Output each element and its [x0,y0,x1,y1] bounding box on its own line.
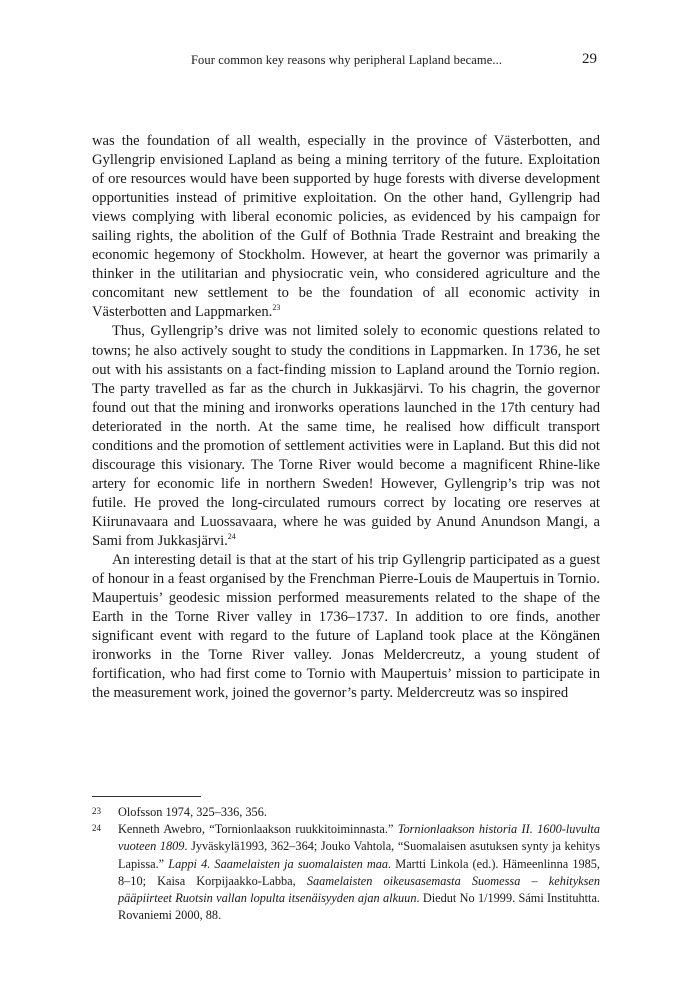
footnote-text-part: Martti Linkola (ed.). Hämeenlinna 1985, 8–10; Kaisa Korpijaakko-Labba, [118,856,600,888]
footnote-ref-24: 24 [227,531,236,541]
footnote-text: Olofsson 1974, 325–336, 356. [118,805,267,819]
paragraph-1 [92,132,600,322]
footnote-rule [92,796,201,797]
paragraph-2-text: Thus, Gyllengrip’s drive was not limited solely to economic questions related to towns; he also actively sought to study the conditions in Lappmarken. In 1736, he set out with his assistants on a fact-finding mission to Lapland around the Tornio region. The party travelled as far as the church in Jukkasjärvi. To his chagrin, the governor found out that the mining and ironworks operations launched in the 17th century had deteriorated in the north. At the same time, he realised how difficult transport conditions and the promotion of settlement activities were in Lapland. But this did not discourage this visionary. The Torne River would become a magnificent Rhine-like artery for economic life in northern Sweden! However, Gyllengrip’s trip was not futile. He proved the long-circulated rumours correct by locating ore reserves at Kiirunavaara and Luossavaara, where he was guided by Anund Anundson Mangi, a Sami from Jukkasjärvi. [92,323,600,549]
footnote-title-italic: Tornionlaakson historia II. 1600-luvulta vuoteen 1809 [118,822,600,854]
footnote-title-italic: Lappi 4. Saamelaisten ja suomalaisten maa. [168,856,392,871]
footnote-number: 24 [92,823,101,834]
body-text [92,132,600,703]
paragraph-3: An interesting detail is that at the start of his trip Gyllengrip participated as a guest of honour in a feast organised by the Frenchman Pierre-Louis de Maupertuis in Tornio. Maupertuis’ geodesic mission performed measurements related to the shape of the Earth in the Torne River valley in 1736–1737. In addition to ore finds, another significant event with regard to the future of Lapland took place at the Köngänen ironworks in the Torne River valley. Jonas Meldercreutz, a young student of fortification, who had first come to Tornio with Maupertuis’ mission to participate in the measurement work, joined the governor’s party. Meldercreutz was so inspired [92,552,600,702]
footnote-text-part: . Jyväskylä1993, 362–364; Jouko Vahtola, “Suomalaisen asutuksen synty ja kehitys Lapissa.” [118,839,601,871]
footnotes [92,804,600,924]
footnote-24 [92,821,600,924]
footnote-text-part: . Diedut No 1/1999. Sámi Instituhtta. Rovaniemi 2000, 88. [118,891,600,923]
footnote-ref-23: 23 [272,303,281,313]
footnote-23 [92,804,600,821]
paragraph-2 [92,322,600,551]
running-head: Four common key reasons why peripheral Lapland became... [191,53,503,67]
footnote-title-italic: Saamelaisten oikeusasemasta Suomessa – kehityksen pääpiirteet Ruotsin vallan lopulta itsenäisyyden ajan alkuun [118,873,601,906]
footnote-number: 23 [92,806,101,816]
footnote-text-part: Kenneth Awebro, “Tornionlaakson ruukkitoiminnasta.” [118,822,398,837]
page-number: 29 [582,51,597,67]
paragraph-1-text: was the foundation of all wealth, especially in the province of Västerbotten, and Gyllengrip envisioned Lapland as being a mining territory of the future. Exploitation of ore resources would have been supported by huge forests with diverse development opportunities instead of primitive exploitation. On the other hand, Gyllengrip had views complying with liberal economic policies, as evidenced by his campaign for sailing rights, the abolition of the Gulf of Bothnia Trade Restraint and breaking the economic hegemony of Stockholm. However, at heart the governor was primarily a thinker in the utilitarian and physiocratic vein, who considered agriculture and the concomitant new settlement to be the foundation of all economic activity in Västerbotten and Lappmarken. [92,133,600,321]
